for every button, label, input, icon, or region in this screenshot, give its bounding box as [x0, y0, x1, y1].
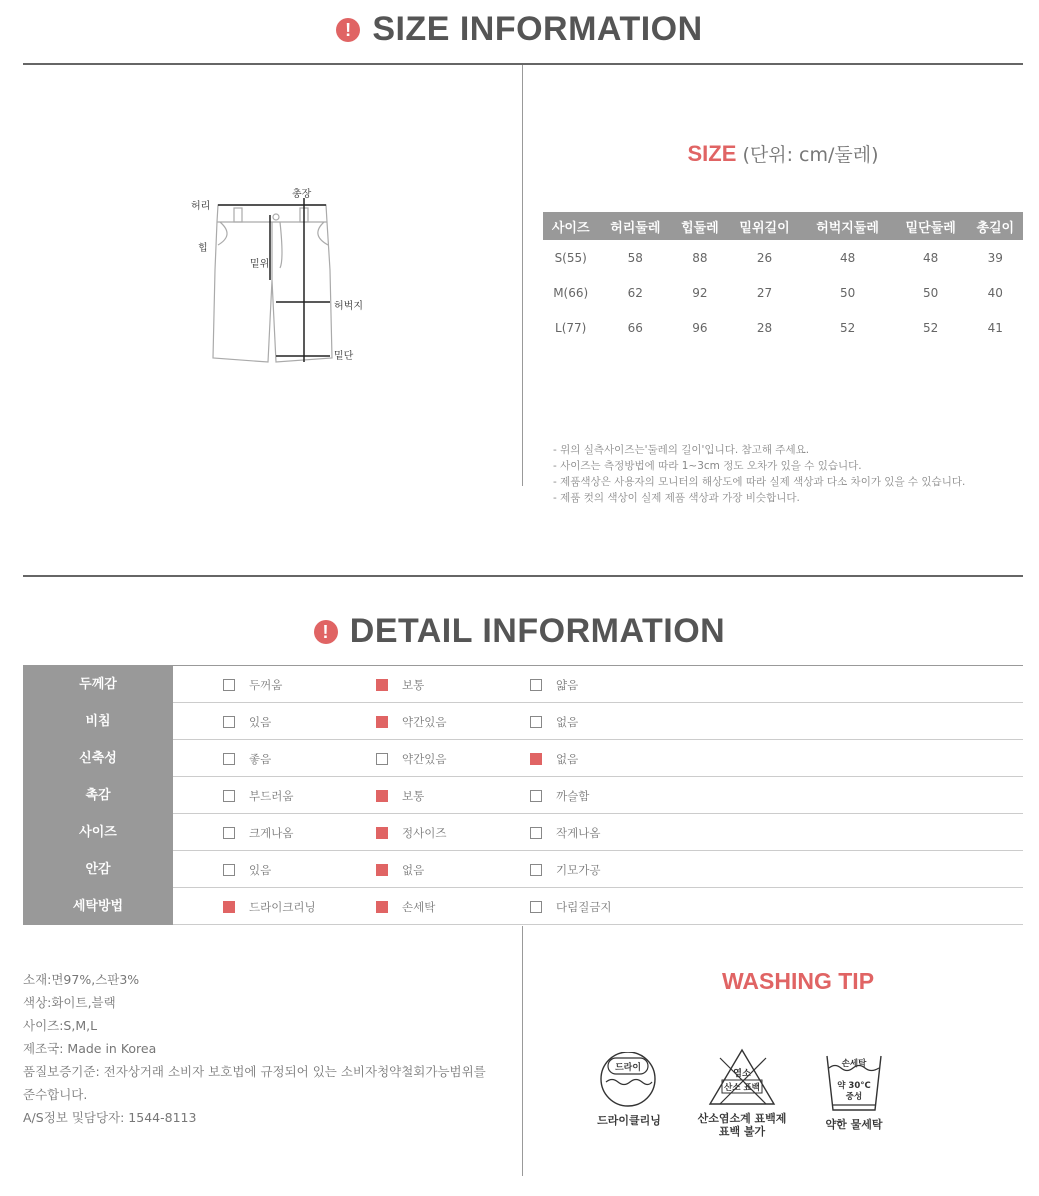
diagram-label-hip: 힙 — [198, 243, 208, 254]
diagram-label-hem: 밑단 — [334, 351, 354, 362]
info-material: 소재:면97%,스판3% — [23, 972, 140, 987]
note-line: - 사이즈는 측정방법에 따라 1~3cm 정도 오차가 있을 수 있습니다. — [553, 460, 862, 472]
table-cell: 92 — [692, 285, 708, 300]
table-cell: 52 — [923, 320, 939, 335]
detail-option — [376, 825, 446, 841]
detail-option — [223, 751, 271, 767]
detail-option-label: 다림질금지 — [556, 900, 612, 914]
detail-option-label: 부드러움 — [249, 789, 294, 803]
table-cell: 41 — [987, 320, 1003, 335]
detail-information-title: ! DETAIL INFORMATION — [0, 612, 1039, 651]
gentle-wash-icon: 손세탁 약 30°C 중성 — [825, 1052, 883, 1112]
detail-option — [376, 899, 435, 915]
detail-row — [23, 777, 1023, 814]
diagram-label-thigh: 허벅지 — [334, 301, 363, 312]
unchecked-box-icon — [530, 864, 542, 876]
diagram-label-length: 총장 — [292, 189, 312, 200]
info-quality-standard: 품질보증기준: 전자상거래 소비자 보호법에 규정되어 있는 소비자청약철회가능범위를 — [23, 1064, 486, 1079]
unchecked-box-icon — [223, 716, 235, 728]
table-row — [543, 310, 1023, 345]
column-header: 사이즈 — [543, 212, 598, 240]
detail-option-label: 있음 — [249, 715, 272, 729]
column-header: 밑위길이 — [728, 212, 802, 240]
detail-option — [530, 714, 578, 730]
no-bleach-label: 산소염소계 표백제 표백 불가 — [697, 1112, 787, 1138]
column-header: 밑단둘레 — [894, 212, 968, 240]
detail-option — [530, 825, 600, 841]
detail-row — [23, 888, 1023, 925]
unchecked-box-icon — [223, 679, 235, 691]
checked-box-icon — [376, 901, 388, 913]
detail-option — [530, 899, 612, 915]
divider — [23, 63, 1023, 65]
detail-row — [23, 703, 1023, 740]
detail-option — [376, 788, 424, 804]
size-notes — [553, 442, 965, 506]
table-cell: 27 — [756, 285, 773, 300]
detail-row — [23, 851, 1023, 888]
column-header: 힙둘레 — [672, 212, 727, 240]
detail-option — [223, 788, 293, 804]
detail-option-label: 보통 — [402, 678, 425, 692]
unchecked-box-icon — [530, 679, 542, 691]
washing-tip-title: WASHING TIP — [721, 968, 875, 994]
gentle-wash-label: 약한 물세탁 — [825, 1118, 883, 1131]
size-table-header-row — [543, 212, 1023, 240]
detail-option — [223, 677, 282, 693]
table-cell: 50 — [839, 285, 856, 300]
detail-option — [530, 788, 589, 804]
table-cell: S(55) — [554, 250, 587, 265]
detail-row-label: 사이즈 — [23, 814, 173, 851]
size-information-title: ! SIZE INFORMATION — [0, 10, 1039, 49]
unchecked-box-icon — [223, 864, 235, 876]
table-cell: 50 — [923, 285, 939, 300]
detail-option-label: 보통 — [402, 789, 425, 803]
alert-icon: ! — [336, 18, 360, 42]
unchecked-box-icon — [530, 827, 542, 839]
divider — [522, 65, 523, 486]
diagram-label-rise: 밑위 — [250, 259, 270, 270]
table-row — [543, 240, 1023, 275]
detail-row-label: 비침 — [23, 703, 173, 740]
detail-option-label: 크게나옴 — [249, 826, 294, 840]
table-cell: 26 — [756, 250, 773, 265]
detail-option-label: 작게나옴 — [556, 826, 601, 840]
table-cell: 96 — [692, 320, 708, 335]
table-cell: 88 — [692, 250, 708, 265]
unchecked-box-icon — [530, 901, 542, 913]
table-row — [543, 275, 1023, 310]
detail-option — [376, 677, 424, 693]
table-cell: 52 — [839, 320, 856, 335]
detail-option-label: 있음 — [249, 863, 272, 877]
info-sizes: 사이즈:S,M,L — [23, 1018, 98, 1033]
note-line: - 제품 컷의 색상이 실제 제품 색상과 가장 비슷합니다. — [553, 492, 800, 504]
checked-box-icon — [530, 753, 542, 765]
detail-option — [376, 714, 446, 730]
detail-option — [530, 677, 578, 693]
checked-box-icon — [223, 901, 235, 913]
detail-option-label: 없음 — [556, 715, 579, 729]
detail-option-label: 까슬함 — [556, 789, 590, 803]
divider — [23, 575, 1023, 577]
unchecked-box-icon — [223, 790, 235, 802]
table-cell: 66 — [627, 320, 643, 335]
unchecked-box-icon — [376, 753, 388, 765]
detail-option — [223, 899, 316, 915]
detail-option-label: 좋음 — [249, 752, 272, 766]
note-line: - 위의 실측사이즈는'둘레의 길이'입니다. 참고해 주세요. — [553, 444, 810, 456]
detail-option-label: 손세탁 — [402, 900, 436, 914]
table-cell: 48 — [923, 250, 939, 265]
unchecked-box-icon — [223, 753, 235, 765]
table-cell: 28 — [756, 320, 773, 335]
detail-option-label: 드라이크리닝 — [249, 900, 316, 914]
detail-row — [23, 814, 1023, 851]
column-header: 총길이 — [968, 212, 1023, 240]
alert-icon: ! — [314, 620, 338, 644]
detail-row — [23, 740, 1023, 777]
column-header: 허벅지둘레 — [801, 212, 893, 240]
size-table — [543, 212, 1023, 345]
no-bleach-icon: 염소 산소 표백 — [708, 1048, 776, 1108]
checked-box-icon — [376, 827, 388, 839]
unchecked-box-icon — [530, 790, 542, 802]
detail-row-label: 촉감 — [23, 777, 173, 814]
table-cell: M(66) — [553, 285, 589, 300]
column-header: 허리둘레 — [598, 212, 672, 240]
table-cell: 58 — [627, 250, 643, 265]
detail-option — [223, 825, 293, 841]
table-cell: 62 — [627, 285, 643, 300]
detail-option — [376, 862, 424, 878]
detail-option — [530, 751, 578, 767]
unchecked-box-icon — [530, 716, 542, 728]
detail-option-label: 기모가공 — [556, 863, 601, 877]
detail-option-label: 약간있음 — [402, 752, 447, 766]
table-cell: 40 — [987, 285, 1003, 300]
checked-box-icon — [376, 790, 388, 802]
size-table-heading: SIZE (단위: cm/둘레) — [687, 141, 879, 166]
detail-option-label: 없음 — [556, 752, 579, 766]
info-as-contact: A/S정보 및담당자: 1544-8113 — [23, 1110, 197, 1125]
dry-clean-icon: 드라이 — [598, 1052, 660, 1107]
checked-box-icon — [376, 716, 388, 728]
table-cell: 39 — [987, 250, 1003, 265]
detail-option — [530, 862, 600, 878]
detail-row-label: 안감 — [23, 851, 173, 888]
detail-option-label: 없음 — [402, 863, 425, 877]
checked-box-icon — [376, 864, 388, 876]
detail-option-label: 약간있음 — [402, 715, 447, 729]
detail-option-label: 정사이즈 — [402, 826, 447, 840]
detail-option — [223, 714, 271, 730]
detail-row — [23, 666, 1023, 703]
diagram-label-waist: 허리 — [191, 201, 211, 212]
detail-option — [223, 862, 271, 878]
dry-clean-label: 드라이클리닝 — [597, 1114, 661, 1127]
detail-row-label: 신축성 — [23, 740, 173, 777]
info-quality-standard-cont: 준수합니다. — [23, 1087, 88, 1102]
product-info — [23, 968, 486, 1129]
unchecked-box-icon — [223, 827, 235, 839]
detail-option-label: 얇음 — [556, 678, 579, 692]
checked-box-icon — [376, 679, 388, 691]
detail-option-label: 두꺼움 — [249, 678, 283, 692]
divider — [522, 926, 523, 1176]
info-color: 색상:화이트,블랙 — [23, 995, 116, 1010]
note-line: - 제품색상은 사용자의 모니터의 해상도에 따라 실제 색상과 다소 차이가 있을 수 있습니다. — [553, 476, 966, 488]
table-cell: L(77) — [555, 320, 587, 335]
detail-row-label: 두께감 — [23, 666, 173, 703]
detail-option — [376, 751, 446, 767]
detail-row-label: 세탁방법 — [23, 888, 173, 925]
table-cell: 48 — [839, 250, 856, 265]
info-origin: 제조국: Made in Korea — [23, 1041, 157, 1056]
